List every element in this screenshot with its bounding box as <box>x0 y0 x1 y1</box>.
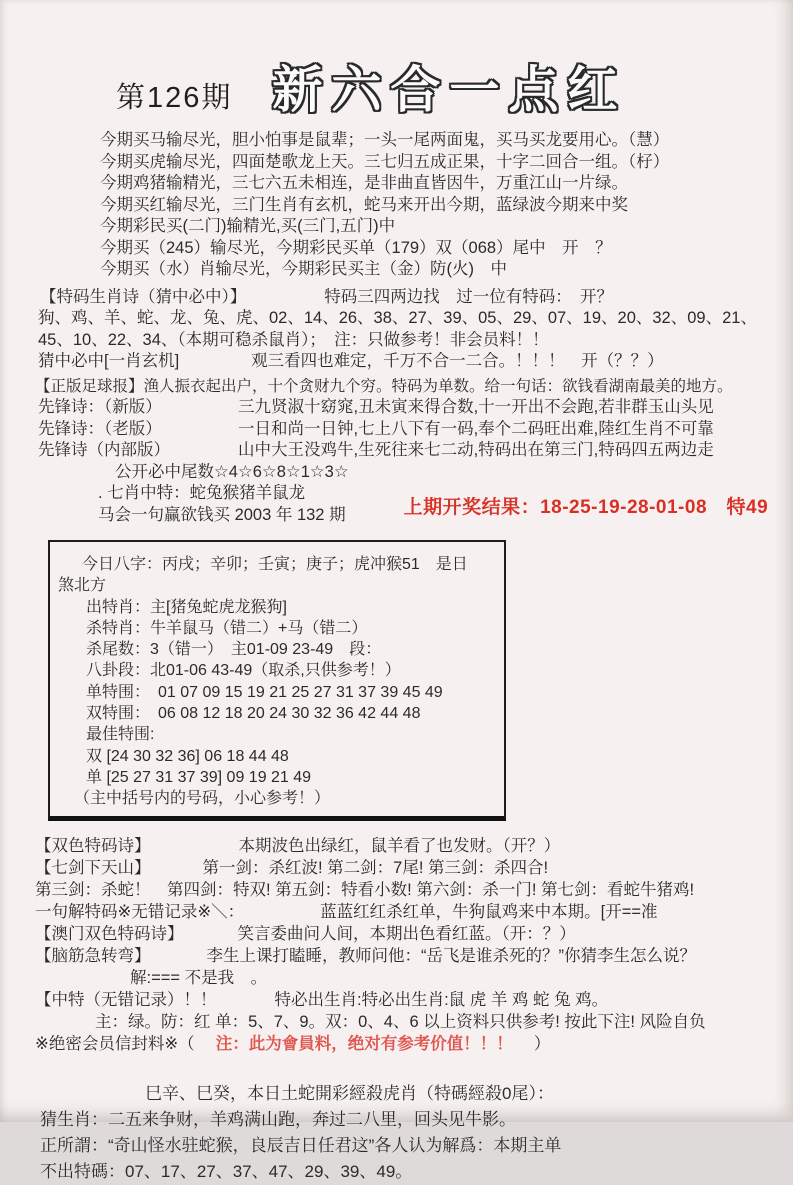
bottom-section <box>0 1081 793 1185</box>
pioneer-poem-new-text: 三九贤淑十窈窕,丑未寅来得合数,十一开出不会跑,若非群玉山头见 <box>238 398 714 416</box>
zodiac-poem-section <box>0 287 793 373</box>
box-line-chutexiao: 出特肖：主[猪兔蛇虎龙猴狗] <box>86 598 287 616</box>
seven-swords-line2: 第三剑：杀蛇！ 第四剑：特双! 第五剑：特看小数! 第六剑：杀一门! 第七剑：看蛇牛猪鸡! <box>35 880 695 899</box>
poem-line: 今期买虎输尽光，四面楚歌龙上天。三七归五成正果，十字二回合一组。（杍） <box>100 152 670 171</box>
brain-teaser-label: 【脑筋急转弯】 <box>35 946 151 965</box>
seven-swords-text: 第一剑：杀红波! 第二剑：7尾! 第三剑：杀四合! <box>202 858 549 877</box>
box-line-shuang-tewei: 双特围： 06 08 12 18 20 24 30 32 36 42 44 48 <box>86 705 421 723</box>
poem-line: 今期鸡猪输精光，三七六五未相连，是非曲直皆因牛，万重江山一片绿。 <box>100 174 628 192</box>
main-bet-line: 主：绿。防：红 单：5、7、9。双：0、4、6 以上资料只供参考! 按此下注! 风险自负 <box>95 1012 706 1031</box>
box-line-bagua: 八卦段：北01-06 43-49（取杀,只供参考！） <box>86 662 401 680</box>
poem-block <box>0 130 793 281</box>
one-sentence-special <box>0 901 793 923</box>
excluded-numbers-line: 不出特碼：07、17、27、37、47、29、39、49。 <box>40 1161 413 1181</box>
two-color-poem <box>0 835 793 857</box>
zodiac-mystery-label: 猜中必中[一肖玄机] <box>38 352 180 370</box>
one-sentence-label: 一句解特码※无错记录※＼： <box>35 902 245 921</box>
mahui-line: 马会一句赢欲钱买 2003 年 132 期 <box>98 505 346 524</box>
poem-line: 今期买（水）肖输尽光，今期彩民买主（金）防(火) 中 <box>100 260 507 278</box>
zodiac-section-hint: 特码三四两边找 过一位有特码： 开？ <box>324 287 613 306</box>
seven-zodiac-line: . 七肖中特：蛇兔猴猪羊鼠龙 <box>98 484 306 502</box>
macau-poem-label: 【澳门双色特码诗】 <box>35 924 184 943</box>
one-sentence-text: 蓝蓝红红杀红单，牛狗鼠鸡来中本期。[开==准 <box>320 902 658 921</box>
header <box>0 0 793 116</box>
mahui-line-row <box>0 496 793 527</box>
seven-swords-label: 【七剑下天山】 <box>35 858 151 877</box>
box-line-bazi: 今日八字：丙戌；辛卯；壬寅；庚子；虎冲猴51 是日 <box>82 556 468 573</box>
box-line-dan-tewei: 单特围： 01 07 09 15 19 21 25 27 31 37 39 45 49 <box>86 683 443 701</box>
zodiac-mystery-text: 观三看四也难定，千万不合一二合。！！！ 开（？？） <box>251 352 664 370</box>
pioneer-poem-old-label: 先锋诗：（老版） <box>38 419 162 438</box>
brain-teaser-text: 李生上课打瞌睡，教师问他：“岳飞是谁杀死的？”你猜李生怎么说？ <box>206 946 696 965</box>
zodiac-section-header <box>0 287 793 309</box>
box-line-best-tewei: 最佳特围: <box>86 726 155 744</box>
seven-swords <box>0 857 793 879</box>
pioneer-poem-internal <box>0 440 793 462</box>
macau-two-color-poem <box>0 923 793 945</box>
pioneer-poem-internal-label: 先锋诗（内部版） <box>38 441 170 459</box>
box-line-shaweishu: 杀尾数：3（错一） 主01-09 23-49 段： <box>86 641 382 659</box>
pioneer-poem-new-label: 先锋诗：（新版） <box>38 398 162 416</box>
poem-line: 今期彩民买(二门)输精光,买(三门,五门)中 <box>100 217 396 235</box>
brain-teaser-answer: 解:=== 不是我 。 <box>130 968 268 987</box>
member-material-prefix: ※绝密会员信封料※（ <box>35 1034 212 1053</box>
pioneer-poem-internal-text: 山中大王没鸡牛,生死往来七二动,特码出在第三门,特码四五两边走 <box>238 441 714 459</box>
zhongte-label: 【中特（无错记录）！！ <box>35 990 217 1009</box>
prediction-box <box>48 540 506 821</box>
brain-teaser <box>0 945 793 967</box>
box-line-note: （主中括号内的号码，小心参考！） <box>74 790 331 808</box>
zodiac-numbers-line: 狗、鸡、羊、蛇、龙、兔、虎、02、14、26、38、27、39、05、29、07、19、20、32、09、21、 <box>38 309 757 327</box>
box-line-shatexiao: 杀特肖：牛羊鼠马（错二）+马（错二） <box>86 619 368 637</box>
macau-poem-text: 笑言委曲问人间，本期出色看红蓝。（开：？） <box>237 924 576 943</box>
bottom-bazi-line: 巳辛、巳癸，本日土蛇開彩經殺虎肖（特碼經殺0尾）： <box>145 1083 554 1103</box>
member-material-note: 注：此为會員料，绝对有参考价值！！！ <box>215 1034 513 1053</box>
middle-sections <box>0 835 793 1055</box>
member-material-line <box>0 1033 793 1055</box>
last-draw-result: 上期开奖结果：18-25-19-28-01-08 特49 <box>403 496 769 518</box>
poem-line: 今期买红输尽光，三门生肖有玄机，蛇马来开出今期，蓝绿波今期来中奖 <box>100 195 628 214</box>
two-color-poem-text: 本期波色出绿红，鼠羊看了也发财。（开？） <box>238 836 561 855</box>
box-line-shuang-numbers: 双 [24 30 32 36] 06 18 44 48 <box>86 747 289 765</box>
zhongte-text: 特必出生肖:特必出生肖:鼠 虎 羊 鸡 蛇 兔 鸡。 <box>274 990 609 1009</box>
box-line-sha: 煞北方 <box>58 577 107 595</box>
tail-numbers-line: 公开必中尾数☆4☆6☆8☆1☆3☆ <box>115 462 349 481</box>
poem-line: 今期买（245）输尽光，今期彩民买单（179）双（068）尾中 开 ？ <box>100 238 612 257</box>
guess-zodiac-line: 猜生肖：二五来争财，羊鸡满山跑，奔过二八里，回头见牛影。 <box>40 1109 516 1129</box>
football-report-section <box>0 376 793 527</box>
saying-line: 正所謂：“奇山怪水驻蛇猴，良辰吉日任君这”各人认为解爲：本期主单 <box>40 1135 562 1155</box>
member-material-suffix: ） <box>517 1034 551 1053</box>
page-title: 新六合一点红 <box>272 62 627 118</box>
zodiac-numbers-line: 45、10、22、34、（本期可稳杀鼠肖）； 注：只做参考！非会员料！！ <box>38 330 549 349</box>
pioneer-poem-new <box>0 397 793 419</box>
poem-line: 今期买马输尽光，胆小怕事是鼠辈；一头一尾两面鬼，买马买龙要用心。（慧） <box>100 131 670 149</box>
zodiac-mystery-line <box>0 351 793 373</box>
pioneer-poem-old-text: 一日和尚一日钟,七上八下有一码,奉个二码旺出难,陸红生肖不可靠 <box>238 419 714 438</box>
zodiac-section-title: 【特码生肖诗（猜中必中）】 <box>40 287 247 306</box>
pioneer-poem-old <box>0 419 793 441</box>
box-line-dan-numbers: 单 [25 27 31 37 39] 09 19 21 49 <box>86 768 312 786</box>
zhongte-record <box>0 989 793 1011</box>
football-report-line: 【正版足球报】渔人振衣起出户，十个贪财九个穷。特码为单数。给一句话：欲钱看湖南最美的地方。 <box>35 377 733 395</box>
two-color-poem-label: 【双色特码诗】 <box>35 836 151 855</box>
issue-number: 第126期 <box>116 82 233 114</box>
